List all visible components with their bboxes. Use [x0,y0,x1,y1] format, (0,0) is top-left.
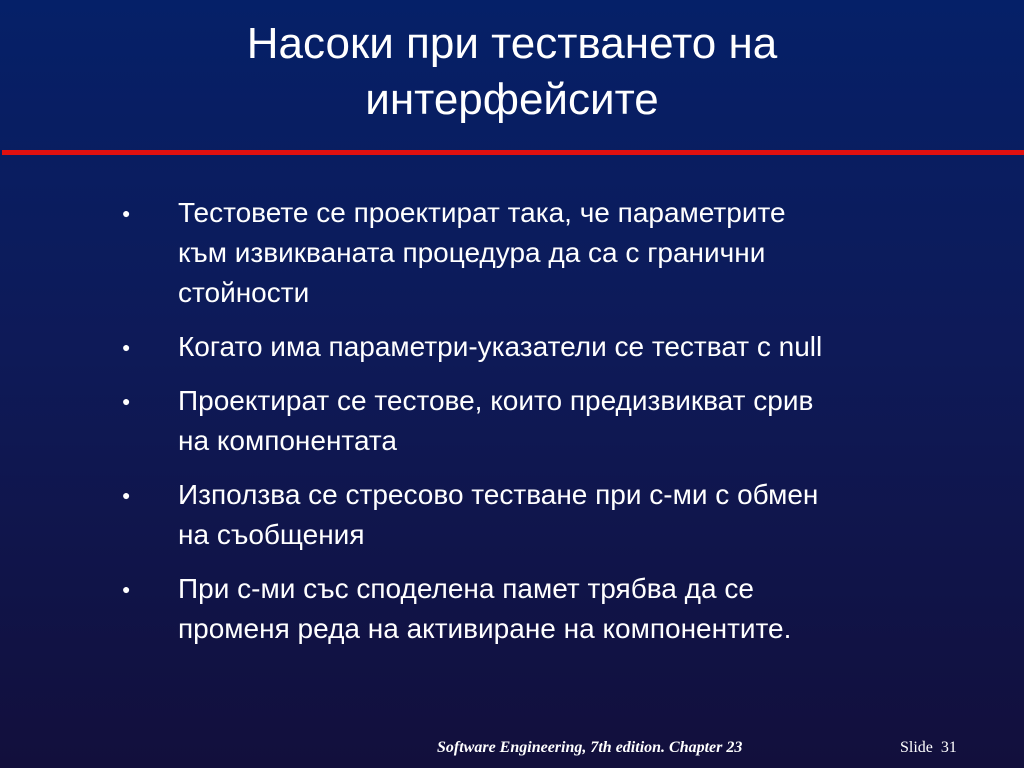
bullet-dot-icon: ● [122,487,131,503]
bullet-item [122,569,982,649]
bullet-item [122,381,982,461]
bullet-line: стойности [178,277,310,308]
bullet-dot-icon: ● [122,393,131,409]
bullet-text [178,569,982,649]
bullet-text [178,381,982,461]
bullet-item [122,327,982,367]
bullet-text [178,193,982,313]
bullet-line: Проектират се тестове, които предизвикват срив [178,385,814,416]
bullet-text [178,327,982,367]
footer-citation: Software Engineering, 7th edition. Chapter 23 [437,739,743,756]
bullet-dot-icon: ● [122,581,131,597]
bullet-line: При с-ми със споделена памет трябва да се [178,573,754,604]
title-line-1: Насоки при тестването на [246,19,778,68]
bullet-dot-icon: ● [122,339,131,355]
title-divider [2,150,1024,155]
slide-title [80,16,944,140]
bullet-line: Когато има параметри-указатели се тестват с null [178,331,823,362]
bullet-item [122,193,982,313]
slide-number-label: Slide [900,739,933,756]
bullet-line: Тестовете се проектират така, че параметрите [178,197,786,228]
bullet-line: към извикваната процедура да са с гранични [178,237,766,268]
bullet-line: променя реда на активиране на компонентите. [178,613,792,644]
bullet-line: на компонентата [178,425,397,456]
bullet-line: на съобщения [178,519,365,550]
bullet-text [178,475,982,555]
slide-number-value: 31 [940,739,957,756]
slide-number [900,738,957,758]
title-line-2: интерфейсите [365,75,659,124]
bullet-list [122,193,982,663]
bullet-line: Използва се стресово тестване при с-ми с обмен [178,479,819,510]
bullet-dot-icon: ● [122,205,131,221]
bullet-item [122,475,982,555]
